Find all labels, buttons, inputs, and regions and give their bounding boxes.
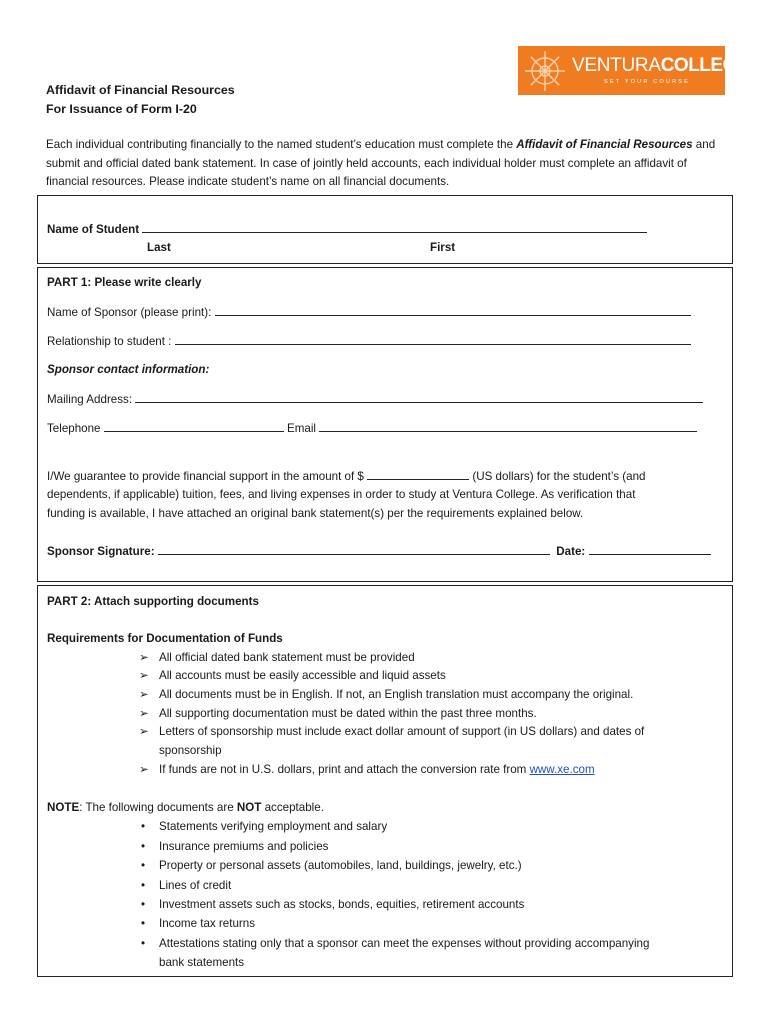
sponsor-name-row: Name of Sponsor (please print): bbox=[47, 303, 691, 322]
list-item: • Attestations stating only that a sponsor can meet the expenses without providing accompanying bbox=[141, 935, 649, 953]
arrow-bullet-icon: ➢ bbox=[139, 725, 149, 738]
list-item: ➢ If funds are not in U.S. dollars, print and attach the conversion rate from www.xe.com bbox=[139, 761, 595, 779]
arrow-bullet-icon: ➢ bbox=[139, 707, 149, 720]
form-title: Affidavit of Financial Resources bbox=[46, 83, 235, 97]
list-item: ➢ All supporting documentation must be dated within the past three months. bbox=[139, 705, 537, 723]
affidavit-emphasis: Affidavit of Financial Resources bbox=[516, 138, 693, 151]
bullet-icon: • bbox=[141, 820, 146, 833]
guarantee-line1: I/We guarantee to provide financial support in the amount of $ (US dollars) for the student’s (and bbox=[47, 467, 646, 486]
list-item: • Lines of credit bbox=[141, 877, 231, 895]
list-item: ➢ Letters of sponsorship must include exact dollar amount of support (in US dollars) and dates of bbox=[139, 723, 644, 741]
xe-link[interactable]: www.xe.com bbox=[529, 763, 595, 776]
form-subtitle: For Issuance of Form I-20 bbox=[46, 102, 197, 116]
guarantee-line2: dependents, if applicable) tuition, fees, and living expenses in order to study at Ventura College. As verification that bbox=[47, 488, 636, 501]
amount-field[interactable] bbox=[367, 467, 469, 480]
mailing-address-field[interactable] bbox=[135, 390, 703, 403]
arrow-bullet-icon: ➢ bbox=[139, 763, 149, 776]
list-item-continuation: sponsorship bbox=[159, 744, 222, 757]
logo-tagline: SET YOUR COURSE bbox=[604, 79, 690, 85]
email-field[interactable] bbox=[319, 419, 697, 432]
list-item-continuation: bank statements bbox=[159, 956, 245, 969]
contact-heading: Sponsor contact information: bbox=[47, 363, 210, 376]
logo-wordmark: VENTURACOLLEGE bbox=[572, 55, 750, 76]
bullet-icon: • bbox=[141, 859, 146, 872]
list-item: • Income tax returns bbox=[141, 915, 255, 933]
bullet-icon: • bbox=[141, 898, 146, 911]
arrow-bullet-icon: ➢ bbox=[139, 669, 149, 682]
list-item: ➢ All accounts must be easily accessible and liquid assets bbox=[139, 667, 446, 685]
telephone-email-row: Telephone Email bbox=[47, 419, 697, 438]
student-name-row: Name of Student bbox=[47, 220, 647, 239]
list-item: • Statements verifying employment and salary bbox=[141, 818, 387, 836]
bullet-icon: • bbox=[141, 840, 146, 853]
ventura-college-logo bbox=[518, 46, 750, 95]
mailing-address-row: Mailing Address: bbox=[47, 390, 703, 409]
last-name-caption: Last bbox=[147, 241, 171, 254]
list-item: ➢ All documents must be in English. If not, an English translation must accompany the original. bbox=[139, 686, 633, 704]
part1-heading: PART 1: Please write clearly bbox=[47, 276, 202, 289]
intro-paragraph: Each individual contributing financially to the named student’s education must complete the Affidavit of Financial Resources and submit and official dated bank statement. In case of jointly held accounts, each individual holder must complete an affidavit of financial resources. Please indicate student’s name on all financial documents. bbox=[46, 138, 716, 188]
relationship-field[interactable] bbox=[175, 332, 691, 345]
date-field[interactable] bbox=[589, 542, 711, 555]
arrow-bullet-icon: ➢ bbox=[139, 688, 149, 701]
guarantee-line3: funding is available, I have attached an original bank statement(s) per the requirements explained below. bbox=[47, 507, 584, 520]
list-item: • Property or personal assets (automobiles, land, buildings, jewelry, etc.) bbox=[141, 857, 522, 875]
requirements-heading: Requirements for Documentation of Funds bbox=[47, 632, 283, 645]
sponsor-name-field[interactable] bbox=[215, 303, 691, 316]
bullet-icon: • bbox=[141, 937, 146, 950]
arrow-bullet-icon: ➢ bbox=[139, 651, 149, 664]
first-name-caption: First bbox=[430, 241, 456, 254]
signature-field[interactable] bbox=[158, 542, 550, 555]
list-item: ➢ All official dated bank statement must be provided bbox=[139, 649, 415, 667]
list-item: • Insurance premiums and policies bbox=[141, 838, 328, 856]
bullet-icon: • bbox=[141, 917, 146, 930]
student-name-field[interactable] bbox=[142, 220, 647, 233]
relationship-row: Relationship to student : bbox=[47, 332, 691, 351]
telephone-field[interactable] bbox=[104, 419, 284, 432]
bullet-icon: • bbox=[141, 879, 146, 892]
signature-row: Sponsor Signature: Date: bbox=[47, 542, 711, 561]
list-item: • Investment assets such as stocks, bonds, equities, retirement accounts bbox=[141, 896, 524, 914]
ship-wheel-icon bbox=[524, 50, 566, 92]
part2-heading: PART 2: Attach supporting documents bbox=[47, 595, 259, 608]
note-line: NOTE: The following documents are NOT acceptable. bbox=[47, 801, 324, 814]
